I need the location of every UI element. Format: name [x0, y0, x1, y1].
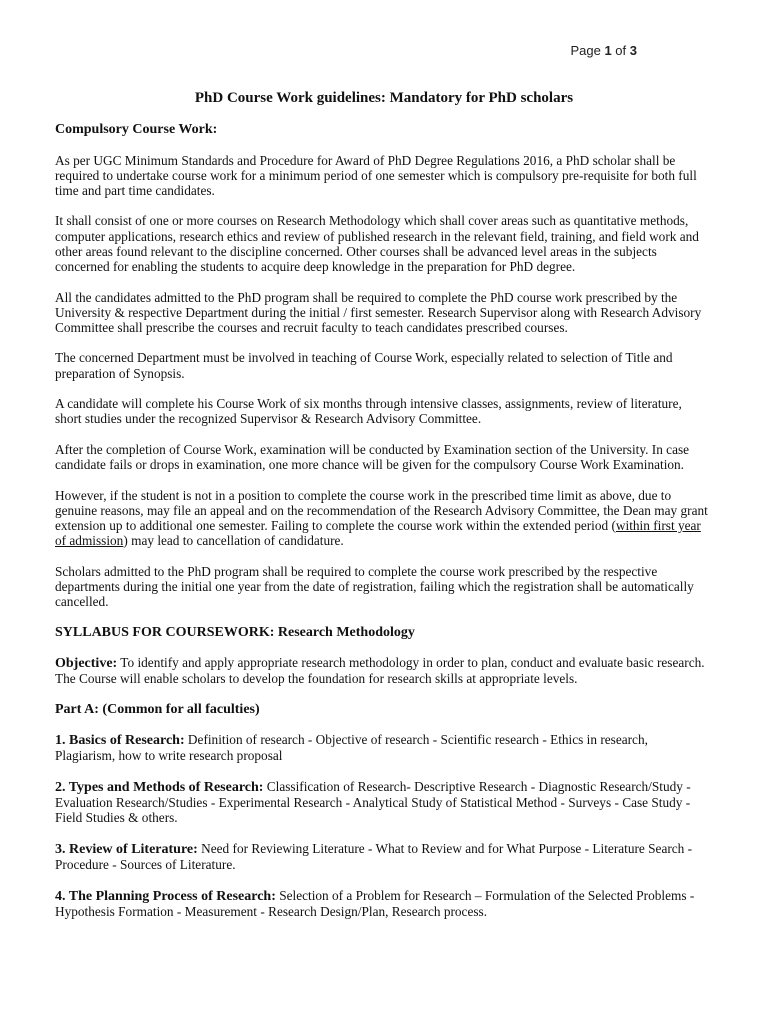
page-number-current: 1	[604, 43, 612, 58]
syllabus-item-planning-process	[55, 888, 710, 919]
page-number-of: of	[611, 43, 630, 58]
paragraph-cancellation: Scholars admitted to the PhD program shall be required to complete the course work prescribed by the respective departments during the initial one year from the date of registration, failing which the registration shall be automatically cancelled.	[55, 563, 694, 610]
page-number	[570, 43, 637, 58]
page-number-prefix: Page	[570, 43, 605, 58]
syllabus-item-text: Need for Reviewing Literature - What to Review and for What Purpose - Literature Search - Procedure - Sources of Literature.	[55, 840, 693, 873]
part-a-heading: Part A: (Common for all faculties)	[55, 701, 260, 717]
syllabus-item-text: Classification of Research- Descriptive Research - Diagnostic Research/Study - Evaluation Research/Studies - Experimental Research - Analytical Study of Statistical Method - Surveys - Case Study - Field Studies & others.	[55, 778, 691, 826]
paragraph-admission-requirement: All the candidates admitted to the PhD program shall be required to complete the PhD course work prescribed by the University & respective Department during the initial / first semester. Research Supervisor along with Research Advisory Committee shall prescribe the courses and recruit faculty to teach candidates prescribed courses.	[55, 289, 702, 335]
paragraph-examination: After the completion of Course Work, examination will be conducted by Examination section of the University. In case candidate fails or drops in examination, one more chance will be given for the compulsory Course Work Examination.	[55, 441, 690, 473]
paragraph-extension	[55, 488, 710, 549]
paragraph-course-duration: A candidate will complete his Course Work of six months through intensive classes, assignments, review of literature, short studies under the recognized Supervisor & Research Advisory Committee.	[55, 396, 682, 427]
extension-text-start: However, if the student is not in a position to complete the course work in the prescribed time limit as above, due to genuine reasons, may file an appeal and on the recommendation of the Research Advisory Committee, the Dean may grant extension up to additional one semester. Failing to complete the course work within the extended period (	[55, 487, 708, 533]
page-number-total: 3	[629, 43, 637, 58]
document-title: PhD Course Work guidelines: Mandatory for PhD scholars	[194, 90, 574, 106]
paragraph-department-involvement: The concerned Department must be involved in teaching of Course Work, especially related to selection of Title and preparation of Synopsis.	[55, 350, 673, 381]
objective-label: Objective:	[55, 656, 118, 672]
document-body	[55, 122, 710, 934]
paragraph-course-content: It shall consist of one or more courses on Research Methodology which shall cover areas such as quantitative methods, computer applications, research ethics and review of published research in the relevant field, training, and field work and other areas found relevant to the discipline concerned. Other courses shall be advanced level areas in the subjects concerned for enabling the students to acquire deep knowledge in the preparation for PhD degree.	[55, 213, 699, 275]
syllabus-item-literature-review	[55, 841, 710, 872]
syllabus-item-label: 4. The Planning Process of Research:	[55, 888, 276, 904]
syllabus-item-label: 3. Review of Literature:	[55, 841, 198, 857]
syllabus-item-text: Definition of research - Objective of research - Scientific research - Ethics in research, Plagiarism, how to write research proposal	[55, 732, 648, 764]
extension-text-end: ) may lead to cancellation of candidature.	[123, 533, 344, 549]
paragraph-ugc-regulations: As per UGC Minimum Standards and Procedure for Award of PhD Degree Regulations 2016, a PhD scholar shall be required to undertake course work for a minimum period of one semester which is compulsory pre-requisite for both full time and part time candidates.	[55, 152, 697, 198]
objective-text: To identify and apply appropriate research methodology in order to plan, conduct and evaluate basic research. The Course will enable scholars to develop the foundation for research skills at appropriate levels.	[55, 655, 705, 687]
syllabus-item-text: Selection of a Problem for Research – Formulation of the Selected Problems - Hypothesis Formation - Measurement - Research Design/Plan, Research process.	[55, 887, 695, 919]
extension-underlined-text: within first year of admission	[55, 517, 701, 549]
compulsory-heading: Compulsory Course Work:	[55, 122, 218, 137]
syllabus-item-label: 1. Basics of Research:	[55, 733, 185, 749]
paragraph-objective	[55, 655, 710, 686]
syllabus-item-label: 2. Types and Methods of Research:	[55, 779, 264, 795]
syllabus-item-basics	[55, 732, 710, 763]
syllabus-item-types-methods	[55, 779, 710, 826]
syllabus-heading: SYLLABUS FOR COURSEWORK: Research Methodology	[55, 624, 415, 640]
